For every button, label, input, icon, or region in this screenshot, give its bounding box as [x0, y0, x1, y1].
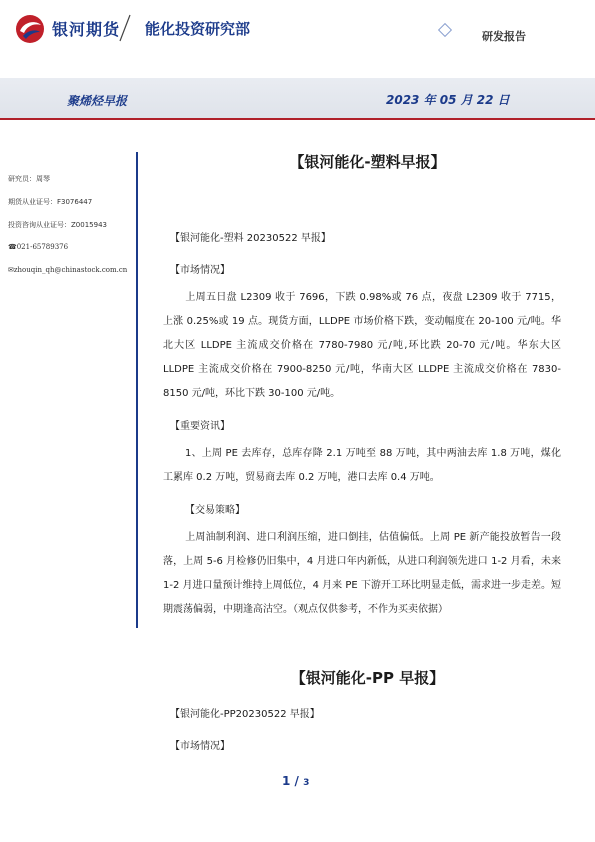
sidebar-divider — [136, 152, 138, 628]
report-type: 研发报告 — [482, 30, 526, 43]
header-divider-slash — [118, 13, 132, 43]
phone-line: ☎021-65789376 — [8, 243, 69, 251]
header-band-rule — [0, 118, 595, 120]
plastics-section-title: 【银河能化-塑料早报】 — [289, 153, 446, 171]
plastics-market-paragraph: 上周五日盘 L2309 收于 7696，下跌 0.98%或 76 点，夜盘 L2309 收于 7715，上涨 0.25%或 19 点。现货方面，LLDPE 市场价格下跌，变动幅度在 20-100 元/吨。华北大区 LLDPE 主流成交价格在 7780-7980 元/吨,环比跌 20-70 元/吨。华东大区 LLDPE 主流成交价格在 7900-8250 元/吨，华南大区 LLDPE 主流成交价格在 7830-8150 元/吨，环比下跌 30-100 元/吨。 — [163, 292, 561, 399]
futures-cert-line — [8, 197, 92, 207]
total-pages: 3 — [303, 778, 310, 788]
diamond-icon — [438, 23, 452, 37]
analyst-name: 周琴 — [36, 175, 50, 183]
current-page: 1 — [282, 774, 291, 788]
report-date: 2023 年 05 月 22 日 — [386, 93, 510, 107]
invest-cert-number: Z0015943 — [71, 221, 107, 229]
report-series: 聚烯烃早报 — [67, 94, 128, 108]
pp-section-title: 【银河能化-PP 早报】 — [290, 669, 445, 687]
pp-report-subtitle: 【银河能化-PP20230522 早报】 — [170, 709, 320, 720]
analyst-line — [8, 174, 50, 184]
plastics-strategy-paragraph: 上周油制利润、进口利润压缩，进口倒挂，估值偏低。上周 PE 新产能投放暂告一段落，上周 5-6 月检修仍旧集中，4 月进口年内新低，从进口利润领先进口 1-2 月看，未来 1-2 月进口量预计维持上周低位，4 月来 PE 下游开工环比明显走低，需求进一步走差。短期震荡偏弱，中期逢高沽空。（观点仅供参考，不作为买卖依据） — [163, 532, 561, 615]
brand-name: 银河期货 — [52, 20, 121, 39]
galaxy-logo-icon — [14, 14, 46, 44]
futures-cert-number: F3076447 — [57, 198, 93, 206]
invest-cert-line — [8, 220, 107, 230]
page-separator: / — [294, 774, 299, 788]
page-number — [282, 774, 309, 788]
email-line[interactable]: ✉zhouqin_qh@chinastock.com.cn — [8, 266, 128, 274]
invest-cert-label: 投资咨询从业证号： — [8, 221, 71, 229]
plastics-news-paragraph: 1、上周 PE 去库存，总库存降 2.1 万吨至 88 万吨，其中两油去库 1.8 万吨，煤化工累库 0.2 万吨，贸易商去库 0.2 万吨，港口去库 0.4 万吨。 — [163, 448, 561, 483]
plastics-strategy-heading: 【交易策略】 — [185, 505, 245, 516]
plastics-market-heading: 【市场情况】 — [170, 265, 230, 276]
futures-cert-label: 期货从业证号： — [8, 198, 57, 206]
analyst-label: 研究员： — [8, 175, 36, 183]
department-name: 能化投资研究部 — [145, 20, 251, 38]
plastics-news-heading: 【重要资讯】 — [170, 421, 230, 432]
pp-market-heading: 【市场情况】 — [170, 741, 230, 752]
plastics-report-subtitle: 【银河能化-塑料 20230522 早报】 — [170, 233, 331, 244]
